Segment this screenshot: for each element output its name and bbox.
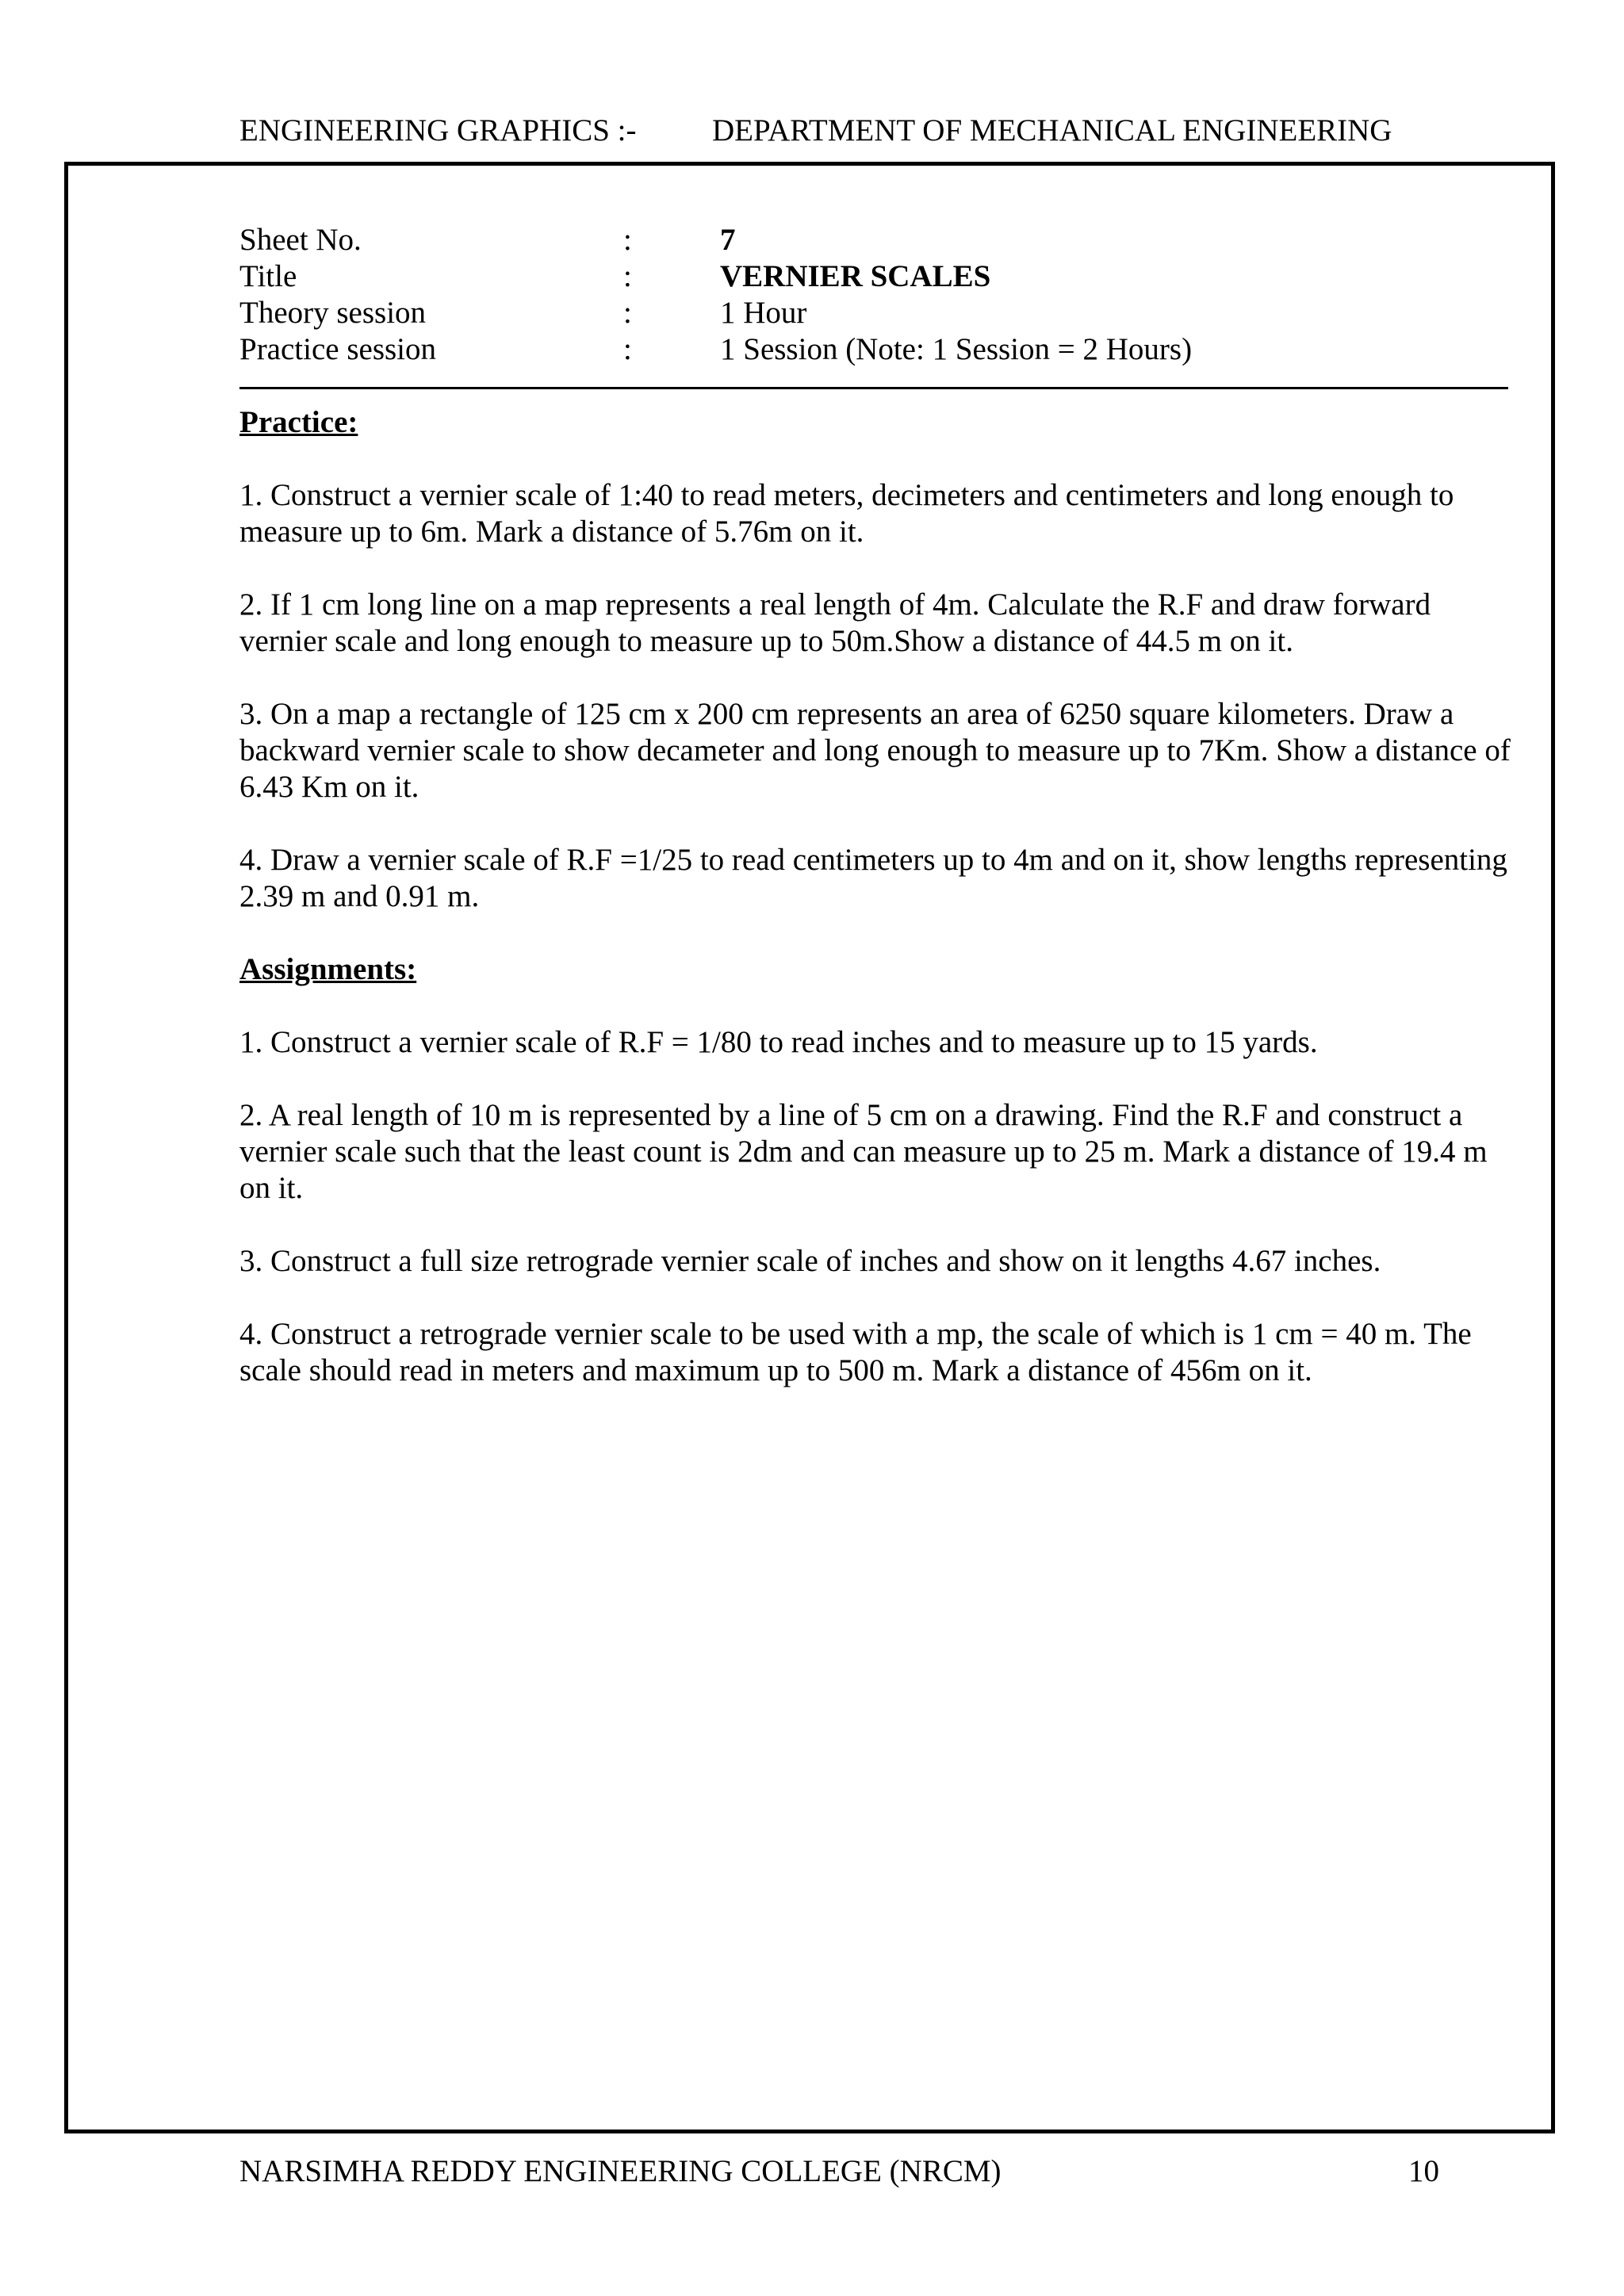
header-course: ENGINEERING GRAPHICS :- xyxy=(239,113,637,147)
meta-divider xyxy=(239,387,1508,389)
assignment-item-2: 2. A real length of 10 m is represented by a line of 5 cm on a drawing. Find the R.F and construct a vernier scale such that the least count is 2dm and can measure up to 25 m. Mark a distance of 19.4 m on it. xyxy=(239,1098,1488,1205)
assignment-item-4: 4. Construct a retrograde vernier scale to be used with a mp, the scale of which is 1 cm = 40 m. The scale should read in meters and maximum up to 500 m. Mark a distance of 456m on it. xyxy=(239,1317,1472,1387)
header-department: DEPARTMENT OF MECHANICAL ENGINEERING xyxy=(712,113,1392,147)
meta-value-practice-session: 1 Session (Note: 1 Session = 2 Hours) xyxy=(720,332,1193,366)
assignment-item-1: 1. Construct a vernier scale of R.F = 1/80 to read inches and to measure up to 15 yards. xyxy=(239,1025,1318,1059)
meta-sep: : xyxy=(623,332,632,366)
meta-row-sheet-no xyxy=(239,222,1508,258)
practice-item-3: 3. On a map a rectangle of 125 cm x 200 cm represents an area of 6250 square kilometers. Draw a backward vernier scale to show decameter and long enough to measure up to 7Km. Show a distance of 6.43 Km on it. xyxy=(239,697,1511,804)
meta-key: Practice session xyxy=(239,332,437,366)
practice-item-4: 4. Draw a vernier scale of R.F =1/25 to read centimeters up to 4m and on it, show lengths representing 2.39 m and 0.91 m. xyxy=(239,843,1507,913)
meta-key: Sheet No. xyxy=(239,223,362,257)
meta-key: Theory session xyxy=(239,296,427,330)
meta-row-theory-session xyxy=(239,295,1508,331)
sheet-meta xyxy=(239,222,1508,368)
practice-item-2: 2. If 1 cm long line on a map represents a real length of 4m. Calculate the R.F and draw forward vernier scale and long enough to measure up to 50m.Show a distance of 44.5 m on it. xyxy=(239,587,1431,658)
assignments-heading: Assignments: xyxy=(239,952,417,986)
meta-row-title xyxy=(239,258,1508,295)
meta-sep: : xyxy=(623,259,632,293)
practice-heading: Practice: xyxy=(239,405,358,439)
meta-value-sheet-no: 7 xyxy=(720,223,736,257)
meta-value-theory-session: 1 Hour xyxy=(720,296,807,330)
meta-sep: : xyxy=(623,223,632,257)
page-header xyxy=(0,111,1624,151)
footer-college: NARSIMHA REDDY ENGINEERING COLLEGE (NRCM) xyxy=(239,2154,1002,2188)
meta-sep: : xyxy=(623,296,632,330)
meta-row-practice-session xyxy=(239,331,1508,368)
page-number: 10 xyxy=(1408,2154,1439,2188)
assignment-item-3: 3. Construct a full size retrograde vernier scale of inches and show on it lengths 4.67 inches. xyxy=(239,1244,1381,1278)
sheet-content xyxy=(239,404,1524,1389)
meta-key: Title xyxy=(239,259,297,293)
page-footer xyxy=(0,2152,1624,2191)
meta-value-title: VERNIER SCALES xyxy=(720,259,991,293)
practice-item-1: 1. Construct a vernier scale of 1:40 to read meters, decimeters and centimeters and long enough to measure up to 6m. Mark a distance of 5.76m on it. xyxy=(239,478,1454,549)
